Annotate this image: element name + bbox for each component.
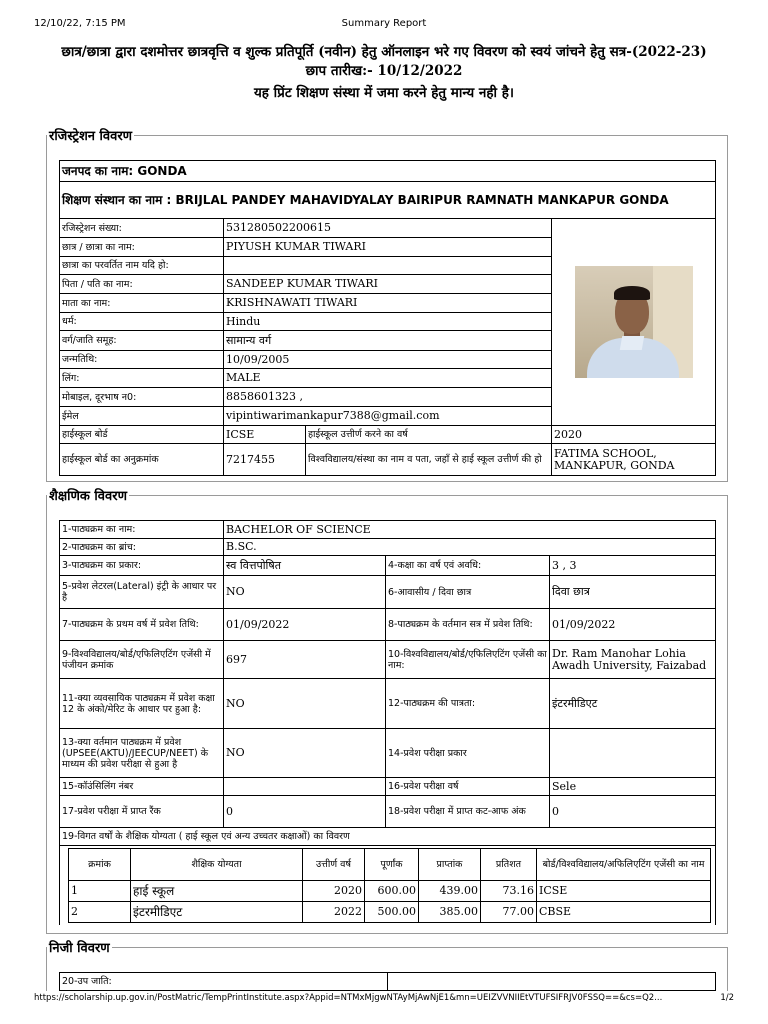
exam-year-label: 16-प्रवेश परीक्षा वर्ष <box>386 778 550 796</box>
registration-legend: रजिस्ट्रेशन विवरण <box>49 129 133 144</box>
father-name-label: पिता / पति का नाम: <box>60 275 224 294</box>
print-date-line: छाप तारीख:- 10/12/2022 <box>305 63 463 79</box>
past-qualification-label: 19-विगत वर्षों के शैक्षिक योग्यता ( हाई स्कूल एवं अन्य उच्चतर कक्षाओं) का विवरण <box>60 828 716 846</box>
category-label: वर्ग/जाति समूह: <box>60 331 224 351</box>
serial-cell: 1 <box>69 881 131 902</box>
col-percentage: प्रतिशत <box>481 849 537 881</box>
pass-year-cell: 2022 <box>303 902 365 923</box>
student-photo <box>575 266 693 378</box>
entrance-exam-value: NO <box>224 729 386 778</box>
hs-board-value: ICSE <box>224 426 306 444</box>
hs-year-label: हाईस्कूल उत्तीर्ण करने का वर्ष <box>306 426 552 444</box>
mother-name-value: KRISHNAWATI TIWARI <box>224 294 552 313</box>
table-row <box>69 902 711 923</box>
religion-label: धर्म: <box>60 313 224 331</box>
gender-value: MALE <box>224 369 552 388</box>
univ-name-label: 10-विश्वविद्यालय/बोर्ड/एफिलिएटिंग एजेंसी का नाम: <box>386 641 550 679</box>
print-header <box>34 18 734 32</box>
class-year-value: 3 , 3 <box>550 556 716 576</box>
max-marks-cell: 600.00 <box>365 881 419 902</box>
registration-table <box>59 160 716 476</box>
first-admission-value: 01/09/2022 <box>224 609 386 641</box>
academic-legend: शैक्षणिक विवरण <box>49 489 127 504</box>
course-type-value: स्व वित्तपोषित <box>224 556 386 576</box>
past-qualification-cell <box>60 846 716 926</box>
reg-label: रजिस्ट्रेशन संख्या: <box>60 219 224 238</box>
dob-value: 10/09/2005 <box>224 351 552 369</box>
personal-section <box>46 938 728 991</box>
exam-year-value: Sele <box>550 778 716 796</box>
course-name-label: 1-पाठ्यक्रम का नाम: <box>60 521 224 539</box>
professional-label: 11-क्या व्यवसायिक पाठ्यक्रम में प्रवेश कक्षा 12 के अंको/मेरिट के आधार पर हुआ है: <box>60 679 224 729</box>
dob-label: जन्मतिथि: <box>60 351 224 369</box>
eligibility-label: 12-पाठ्यक्रम की पात्रता: <box>386 679 550 729</box>
col-serial: क्रमांक <box>69 849 131 881</box>
cutoff-value: 0 <box>550 796 716 828</box>
qualification-cell: हाई स्कूल <box>131 881 303 902</box>
category-value: सामान्य वर्ग <box>224 331 552 351</box>
entrance-exam-label: 13-क्या वर्तमान पाठ्यक्रम में प्रवेश (UPSEE(AKTU)/JEECUP/NEET) के माध्यम की प्रवेश परीक्षा से हुआ है <box>60 729 224 778</box>
academic-section <box>46 486 728 934</box>
email-value: vipintiwarimankapur7388@gmail.com <box>224 407 552 426</box>
lateral-value: NO <box>224 576 386 609</box>
report-heading <box>30 44 738 102</box>
table-row <box>69 881 711 902</box>
changed-name-label: छात्रा का परवर्तित नाम यदि हो: <box>60 257 224 275</box>
mobile-label: मोबाइल, दूरभाष न0: <box>60 388 224 407</box>
personal-legend: निजी विवरण <box>49 941 110 956</box>
cutoff-label: 18-प्रवेश परीक्षा में प्राप्त कट-आफ अंक <box>386 796 550 828</box>
col-board: बोर्ड/विश्वविद्यालय/अफिलिएटिंग एजेंसी का नाम <box>537 849 711 881</box>
photo-cell <box>552 219 716 426</box>
current-admission-value: 01/09/2022 <box>550 609 716 641</box>
eligibility-value: इंटरमीडिएट <box>550 679 716 729</box>
subcaste-value <box>388 973 716 991</box>
hs-school-value: FATIMA SCHOOL, MANKAPUR, GONDA <box>552 444 716 476</box>
current-admission-label: 8-पाठ्यक्रम के वर्तमान सत्र में प्रवेश तिथि: <box>386 609 550 641</box>
subcaste-label: 20-उप जाति: <box>60 973 388 991</box>
serial-cell: 2 <box>69 902 131 923</box>
page-number: 1/2 <box>720 993 734 1003</box>
mobile-value: 8858601323 , <box>224 388 552 407</box>
first-admission-label: 7-पाठ्यक्रम के प्रथम वर्ष में प्रवेश तिथि: <box>60 609 224 641</box>
col-pass-year: उत्तीर्ण वर्ष <box>303 849 365 881</box>
student-name-value: PIYUSH KUMAR TIWARI <box>224 238 552 257</box>
registration-section <box>46 126 728 482</box>
col-max-marks: पूर्णांक <box>365 849 419 881</box>
max-marks-cell: 500.00 <box>365 902 419 923</box>
qualification-cell: इंटरमीडिएट <box>131 902 303 923</box>
univ-reg-label: 9-विश्वविद्यालय/बोर्ड/एफिलिएटिंग एजेंसी में पंजीयन क्रमांक <box>60 641 224 679</box>
board-cell: ICSE <box>537 881 711 902</box>
percentage-cell: 77.00 <box>481 902 537 923</box>
print-datetime: 12/10/22, 7:15 PM <box>34 18 126 29</box>
exam-type-value <box>550 729 716 778</box>
course-name-value: BACHELOR OF SCIENCE <box>224 521 716 539</box>
institute-name: शिक्षण संस्थान का नाम : BRIJLAL PANDEY MAHAVIDYALAY BAIRIPUR RAMNATH MANKAPUR GONDA <box>60 182 716 219</box>
obtained-marks-cell: 385.00 <box>419 902 481 923</box>
page-url: https://scholarship.up.gov.in/PostMatric/TempPrintInstitute.aspx?Appid=NTMxMjgwNTAyMjAwNjE1&mn=UEIZVVNIIEtVTUFSIFRJV0FSSQ==&cs=Q2... <box>34 993 663 1003</box>
percentage-cell: 73.16 <box>481 881 537 902</box>
hs-school-label: विश्वविद्यालय/संस्था का नाम व पता, जहाँ से हाई स्कूल उत्तीर्ण की हो <box>306 444 552 476</box>
heading-line-1: छात्र/छात्रा द्वारा दशमोत्तर छात्रवृत्ति व शुल्क प्रतिपूर्ति (नवीन) हेतु ऑनलाइन भरे गए विवरण को स्वयं जांचने हेतु सत्र-(2022-23) <box>61 44 707 60</box>
rank-label: 17-प्रवेश परीक्षा में प्राप्त रैंक <box>60 796 224 828</box>
student-name-label: छात्र / छात्रा का नाम: <box>60 238 224 257</box>
branch-value: B.SC. <box>224 539 716 556</box>
personal-table <box>59 972 716 991</box>
branch-label: 2-पाठ्यक्रम का ब्रांच: <box>60 539 224 556</box>
hs-roll-value: 7217455 <box>224 444 306 476</box>
hs-board-label: हाईस्कूल बोर्ड <box>60 426 224 444</box>
col-obtained-marks: प्राप्तांक <box>419 849 481 881</box>
print-footer <box>34 993 734 1007</box>
counselling-label: 15-कॉउंसिलिंग नंबर <box>60 778 224 796</box>
rank-value: 0 <box>224 796 386 828</box>
hs-roll-label: हाईस्कूल बोर्ड का अनुक्रमांक <box>60 444 224 476</box>
exam-type-label: 14-प्रवेश परीक्षा प्रकार <box>386 729 550 778</box>
district-name: जनपद का नाम: GONDA <box>60 161 716 182</box>
past-qualification-table <box>68 848 711 923</box>
pass-year-cell: 2020 <box>303 881 365 902</box>
residence-label: 6-आवासीय / दिवा छात्र <box>386 576 550 609</box>
gender-label: लिंग: <box>60 369 224 388</box>
counselling-value <box>224 778 386 796</box>
reg-value: 531280502200615 <box>224 219 552 238</box>
changed-name-value <box>224 257 552 275</box>
academic-table <box>59 520 716 925</box>
course-type-label: 3-पाठ्यक्रम का प्रकार: <box>60 556 224 576</box>
col-qualification: शैक्षिक योग्यता <box>131 849 303 881</box>
validity-note: यह प्रिंट शिक्षण संस्था में जमा करने हेतु मान्य नही है। <box>253 85 515 101</box>
print-title: Summary Report <box>341 18 427 29</box>
hs-year-value: 2020 <box>552 426 716 444</box>
class-year-label: 4-कक्षा का वर्ष एवं अवधि: <box>386 556 550 576</box>
religion-value: Hindu <box>224 313 552 331</box>
univ-reg-value: 697 <box>224 641 386 679</box>
lateral-label: 5-प्रवेश लेटरल(Lateral) इंट्री के आधार पर है <box>60 576 224 609</box>
father-name-value: SANDEEP KUMAR TIWARI <box>224 275 552 294</box>
residence-value: दिवा छात्र <box>550 576 716 609</box>
univ-name-value: Dr. Ram Manohar Lohia Awadh University, Faizabad <box>550 641 716 679</box>
email-label: ईमेल <box>60 407 224 426</box>
professional-value: NO <box>224 679 386 729</box>
mother-name-label: माता का नाम: <box>60 294 224 313</box>
obtained-marks-cell: 439.00 <box>419 881 481 902</box>
board-cell: CBSE <box>537 902 711 923</box>
